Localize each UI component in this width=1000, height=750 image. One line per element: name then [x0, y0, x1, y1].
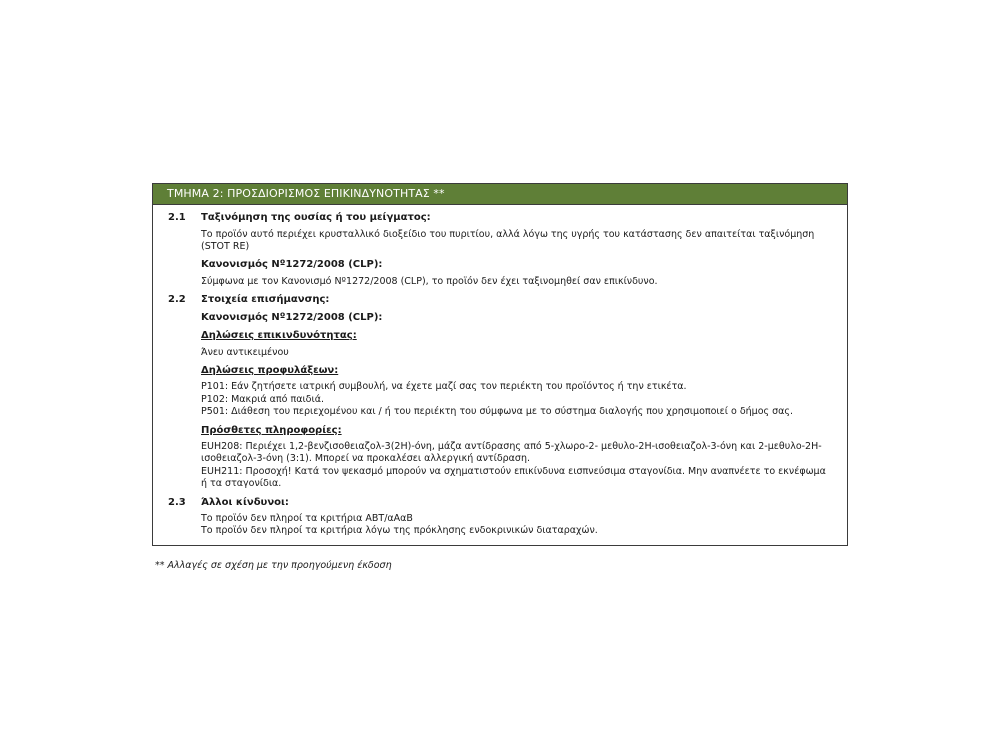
subsection-2-3 — [153, 495, 847, 538]
section-body — [153, 205, 847, 545]
section-header: ΤΜΗΜΑ 2: ΠΡΟΣΔΙΟΡΙΣΜΟΣ ΕΠΙΚΙΝΔΥΝΟΤΗΤΑΣ ** — [153, 184, 847, 205]
subsection-number: 2.3 — [168, 496, 186, 508]
subsection-2-1 — [153, 210, 847, 288]
precautionary-statements-heading: Δηλώσεις προφυλάξεων: — [201, 365, 339, 376]
section-2-box — [152, 183, 848, 546]
additional-info-heading: Πρόσθετες πληροφορίες: — [201, 424, 342, 436]
other-hazards-list — [201, 513, 847, 538]
revision-footnote: ** Αλλαγές σε σχέση με την προηγούμενη έκδοση — [155, 560, 392, 571]
precaution-line: P501: Διάθεση του περιεχομένου και / ή του περιέκτη του σύμφωνα με το σύστημα διαλογής που χρησιμοποιεί ο δήμος σας. — [201, 406, 793, 417]
additional-info-list — [201, 441, 847, 491]
clp-text: Σύμφωνα με τον Κανονισμό Nº1272/2008 (CLP), το προϊόν δεν έχει ταξινομηθεί σαν επικίνδυνο. — [201, 276, 658, 287]
euh-line: EUH211: Προσοχή! Κατά τον ψεκασμό μπορούν να σχηματιστούν επικίνδυνα εισπνεύσιμα σταγονίδια. Μην αναπνέετε το εκνέφωμα ή τα σταγονίδια. — [201, 465, 826, 489]
precaution-line: P102: Μακριά από παιδιά. — [201, 393, 324, 405]
hazard-statements-heading: Δηλώσεις επικινδυνότητας: — [201, 330, 357, 341]
subsection-title: Στοιχεία επισήμανσης: — [201, 294, 330, 305]
subsection-number: 2.1 — [168, 212, 186, 223]
clp-heading: Κανονισμός Nº1272/2008 (CLP): — [201, 312, 383, 323]
precaution-line: P101: Εάν ζητήσετε ιατρική συμβουλή, να έχετε μαζί σας τον περιέκτη του προϊόντος ή την ετικέτα. — [201, 381, 687, 392]
euh-line: EUH208: Περιέχει 1,2-βενζισοθειαζολ-3(2H)-όνη, μάζα αντίδρασης από 5-χλωρο-2- μεθυλο-2H-ισοθειαζολ-3-όνη και 2-μεθυλο-2H-ισοθειαζολ-3-όνη (3:1). Μπορεί να προκαλέσει αλλεργική αντίδραση. — [201, 440, 822, 464]
subsection-title: Ταξινόμηση της ουσίας ή του μείγματος: — [201, 212, 431, 223]
precautionary-statements-list — [201, 381, 847, 419]
subsection-title: Άλλοι κίνδυνοι: — [201, 496, 289, 508]
classification-text: Το προϊόν αυτό περιέχει κρυσταλλικό διοξείδιο του πυριτίου, αλλά λόγω της υγρής του κατάστασης δεν απαιτείται ταξινόμηση (STOT RE) — [201, 229, 815, 252]
other-hazard-line: Το προϊόν δεν πληροί τα κριτήρια λόγω της πρόκλησης ενδοκρινικών διαταραχών. — [201, 525, 598, 536]
subsection-number: 2.2 — [168, 294, 186, 305]
other-hazard-line: Το προϊόν δεν πληροί τα κριτήρια ΑΒΤ/αΑαΒ — [201, 512, 413, 524]
hazard-statements-text: Άνευ αντικειμένου — [201, 347, 289, 358]
subsection-2-2 — [153, 292, 847, 491]
clp-heading: Κανονισμός Nº1272/2008 (CLP): — [201, 259, 383, 270]
